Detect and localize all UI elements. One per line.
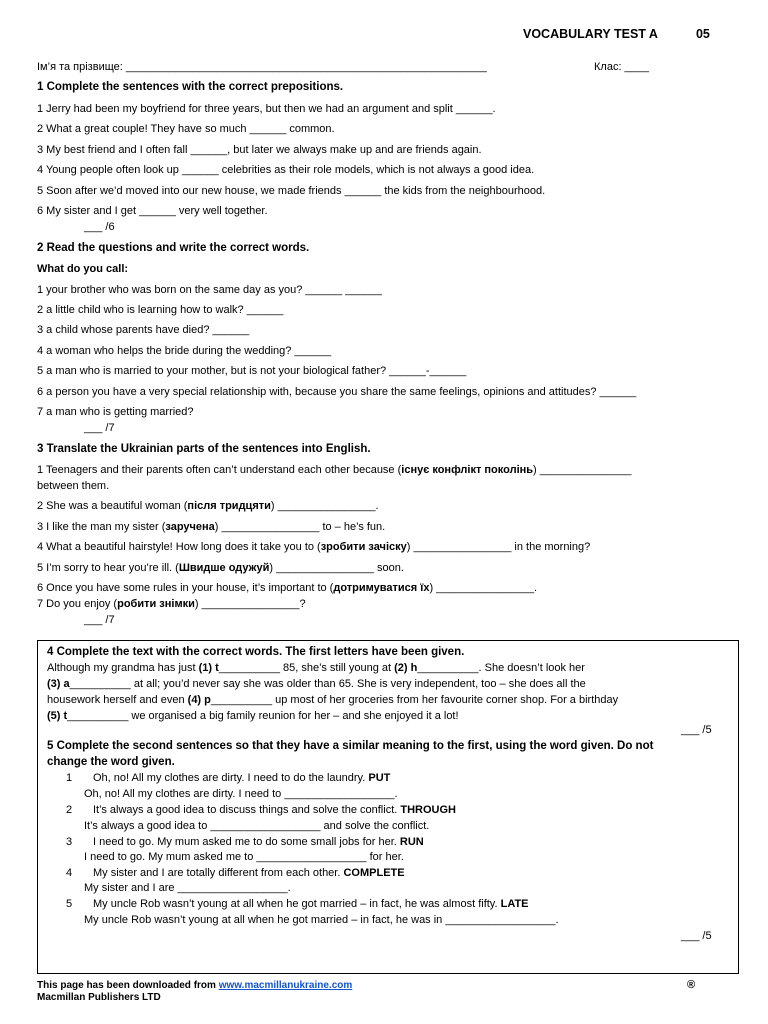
section-5-second-sentence: My sister and I are __________________. <box>84 882 291 894</box>
section-4-text-line: (5) t__________ we organised a big family reunion for her – and she enjoyed it a lot! <box>47 710 459 722</box>
name-field: Ім’я та прізвище: ___________________________________________________________ <box>37 61 487 73</box>
section-5-item-number: 1 <box>66 772 73 784</box>
section-5-first-sentence: My uncle Rob wasn’t young at all when he got married – in fact, he was almost fifty. LATE <box>93 898 529 910</box>
section-2-item: 1 your brother who was born on the same day as you? ______ ______ <box>37 284 382 296</box>
section-5-first-sentence: My sister and I are totally different from each other. COMPLETE <box>93 867 405 879</box>
section-5-first-sentence: I need to go. My mum asked me to do some small jobs for her. RUN <box>93 836 424 848</box>
section-5-score: ___ /5 <box>681 930 712 942</box>
download-notice: This page has been downloaded from www.macmillanukraine.com <box>37 980 353 991</box>
section-1-item: 6 My sister and I get ______ very well together. <box>37 205 268 217</box>
section-5-second-sentence: It’s always a good idea to __________________ and solve the conflict. <box>84 820 430 832</box>
section-3-item: 2 She was a beautiful woman (після тридцяти) ________________. <box>37 500 379 512</box>
section-5-first-sentence: Oh, no! All my clothes are dirty. I need to do the laundry. PUT <box>93 772 391 784</box>
section-3-item: 6 Once you have some rules in your house, it’s important to (дотримуватися їх) ________________. <box>37 582 538 594</box>
section-4-text-line: housework herself and even (4) p__________ up most of her groceries from her favourite corner shop. For a birthday <box>47 694 619 706</box>
class-field: Клас: ____ <box>594 61 650 73</box>
section-2-item: 2 a little child who is learning how to walk? ______ <box>37 304 284 316</box>
section-1-item: 2 What a great couple! They have so much ______ common. <box>37 123 335 135</box>
section-2-item: 6 a person you have a very special relationship with, because you share the same feelings, opinions and attitudes? ______ <box>37 386 637 398</box>
section-2-title: 2 Read the questions and write the correct words. <box>37 242 310 254</box>
section-3-item-cont: between them. <box>37 480 110 492</box>
section-2-item: 5 a man who is married to your mother, but is not your biological father? ______-______ <box>37 365 467 377</box>
publisher-link[interactable]: www.macmillanukraine.com <box>218 980 353 991</box>
section-4-text-line: Although my grandma has just (1) t__________ 85, she’s still young at (2) h__________. She doesn’t look her <box>47 662 585 674</box>
section-3-title: 3 Translate the Ukrainian parts of the sentences into English. <box>37 443 371 455</box>
section-3-item: 5 I’m sorry to hear you’re ill. (Швидше одужуй) ________________ soon. <box>37 562 404 574</box>
section-5-second-sentence: Oh, no! All my clothes are dirty. I need to __________________. <box>84 788 398 800</box>
section-4-score: ___ /5 <box>681 724 712 736</box>
section-2-item: 7 a man who is getting married? <box>37 406 194 418</box>
section-5-item-number: 4 <box>66 867 73 879</box>
test-number: 05 <box>695 27 710 41</box>
section-1-item: 5 Soon after we’d moved into our new house, we made friends ______ the kids from the neighbourhood. <box>37 185 546 197</box>
section-5-first-sentence: It’s always a good idea to discuss things and solve the conflict. THROUGH <box>93 804 456 816</box>
publisher-name: Macmillan Publishers LTD <box>37 992 161 1003</box>
section-1-score: ___ /6 <box>84 221 115 233</box>
section-3-item: 1 Teenagers and their parents often can’t understand each other because (існує конфлікт поколінь) _______________ <box>37 464 632 476</box>
section-1-item: 3 My best friend and I often fall ______, but later we always make up and are friends again. <box>37 144 482 156</box>
test-title: VOCABULARY TEST A <box>523 27 658 41</box>
section-1-item: 1 Jerry had been my boyfriend for three years, but then we had an argument and split ______. <box>37 103 496 115</box>
section-5-item-number: 2 <box>66 804 73 816</box>
section-5-title: 5 Complete the second sentences so that they have a similar meaning to the first, using the word given. Do not <box>47 740 654 752</box>
section-5-second-sentence: My uncle Rob wasn’t young at all when he got married – in fact, he was in __________________. <box>84 914 559 926</box>
section-2-item: 4 a woman who helps the bride during the wedding? ______ <box>37 345 332 357</box>
section-2-subtitle: What do you call: <box>37 263 129 275</box>
registered-mark: ® <box>687 979 696 991</box>
section-4-text-line: (3) a__________ at all; you’d never say she was older than 65. She is very independent, too – she does all the <box>47 678 586 690</box>
section-3-score: ___ /7 <box>84 614 115 626</box>
section-5-title-cont: change the word given. <box>47 756 175 768</box>
section-3-item: 3 I like the man my sister (заручена) ________________ to – he’s fun. <box>37 521 386 533</box>
section-3-item: 4 What a beautiful hairstyle! How long does it take you to (зробити зачіску) ________________ in the morning? <box>37 541 591 553</box>
section-4-title: 4 Complete the text with the correct words. The first letters have been given. <box>47 646 465 658</box>
section-5-item-number: 3 <box>66 836 73 848</box>
section-1-title: 1 Complete the sentences with the correct prepositions. <box>37 81 344 93</box>
test-header <box>523 27 710 41</box>
section-1-item: 4 Young people often look up ______ celebrities as their role models, which is not always a good idea. <box>37 164 535 176</box>
section-5-second-sentence: I need to go. My mum asked me to __________________ for her. <box>84 851 404 863</box>
section-2-score: ___ /7 <box>84 422 115 434</box>
section-3-item: 7 Do you enjoy (робити знімки) ________________? <box>37 598 306 610</box>
section-2-item: 3 a child whose parents have died? ______ <box>37 324 250 336</box>
section-5-item-number: 5 <box>66 898 73 910</box>
